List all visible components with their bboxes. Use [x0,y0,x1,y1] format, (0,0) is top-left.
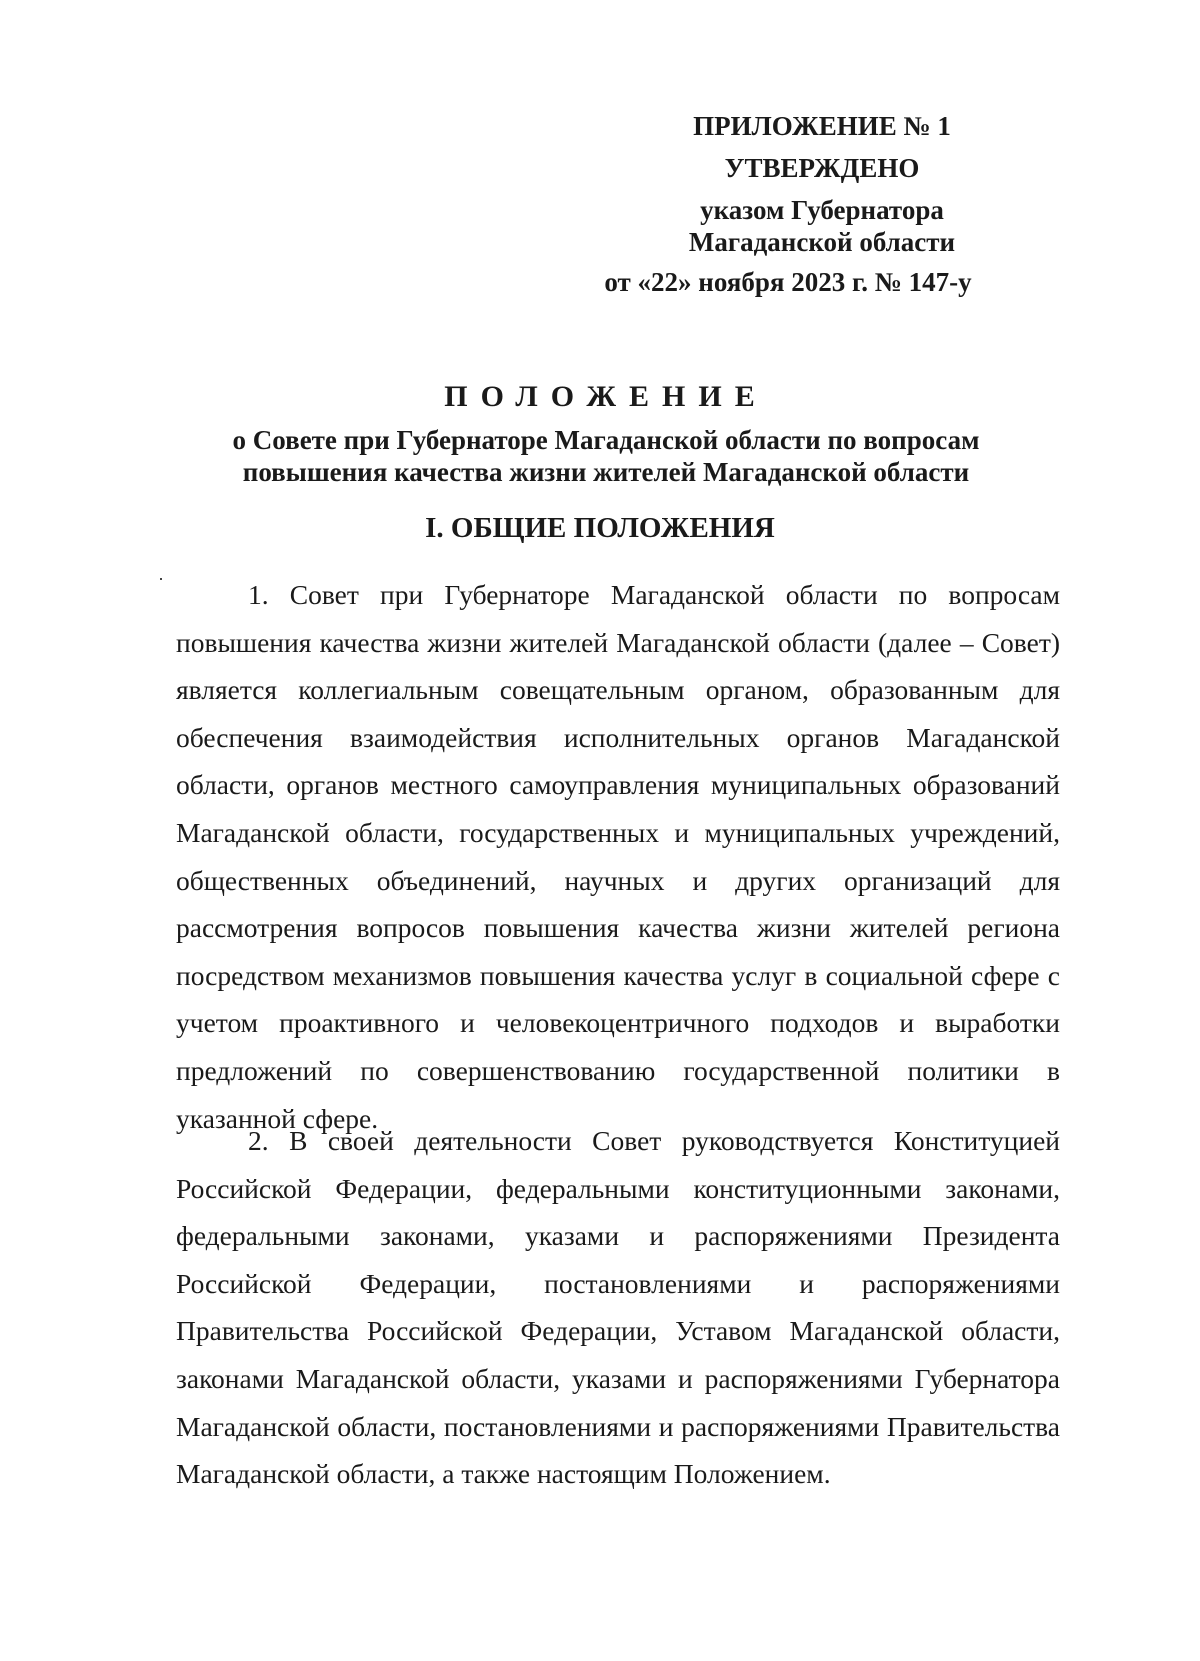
scan-speck [160,578,162,580]
decree-date-number: от «22» ноября 2023 г. № 147-у [604,267,972,297]
approved-label: УТВЕРЖДЕНО [724,153,920,183]
document-subtitle-line1: о Совете при Губернаторе Магаданской области по вопросам [232,425,980,455]
approved-by: указом Губернатора [700,195,944,225]
approved-by-region: Магаданской области [688,227,956,257]
paragraph-1: 1. Совет при Губернаторе Магаданской области по вопросам повышения качества жизни жителей Магаданской области (далее – Совет) является коллегиальным совещательным органом, образованным для обеспечения взаимодействия исполнительных органов Магаданской области, органов местного самоуправления муниципальных образований Магаданской области, государственных и муниципальных учреждений, общественных объединений, научных и других организаций для рассмотрения вопросов повышения качества жизни жителей региона посредством механизмов повышения качества услуг в социальной сфере с учетом проактивного и человекоцентричного подходов и выработки предложений по совершенствованию государственной политики в указанной сфере. [176,579,1060,1134]
section-title: I. ОБЩИЕ ПОЛОЖЕНИЯ [425,512,775,544]
document-subtitle-line2: повышения качества жизни жителей Магаданской области [242,457,970,487]
document-title: ПОЛОЖЕНИЕ [444,380,768,413]
paragraph-2: 2. В своей деятельности Совет руководствуется Конституцией Российской Федерации, федеральными конституционными законами, федеральными законами, указами и распоряжениями Президента Российской Федерации, постановлениями и распоряжениями Правительства Российской Федерации, Уставом Магаданской области, законами Магаданской области, указами и распоряжениями Губернатора Магаданской области, постановлениями и распоряжениями Правительства Магаданской области, а также настоящим Положением. [176,1125,1060,1490]
appendix-number: ПРИЛОЖЕНИЕ № 1 [693,111,951,141]
